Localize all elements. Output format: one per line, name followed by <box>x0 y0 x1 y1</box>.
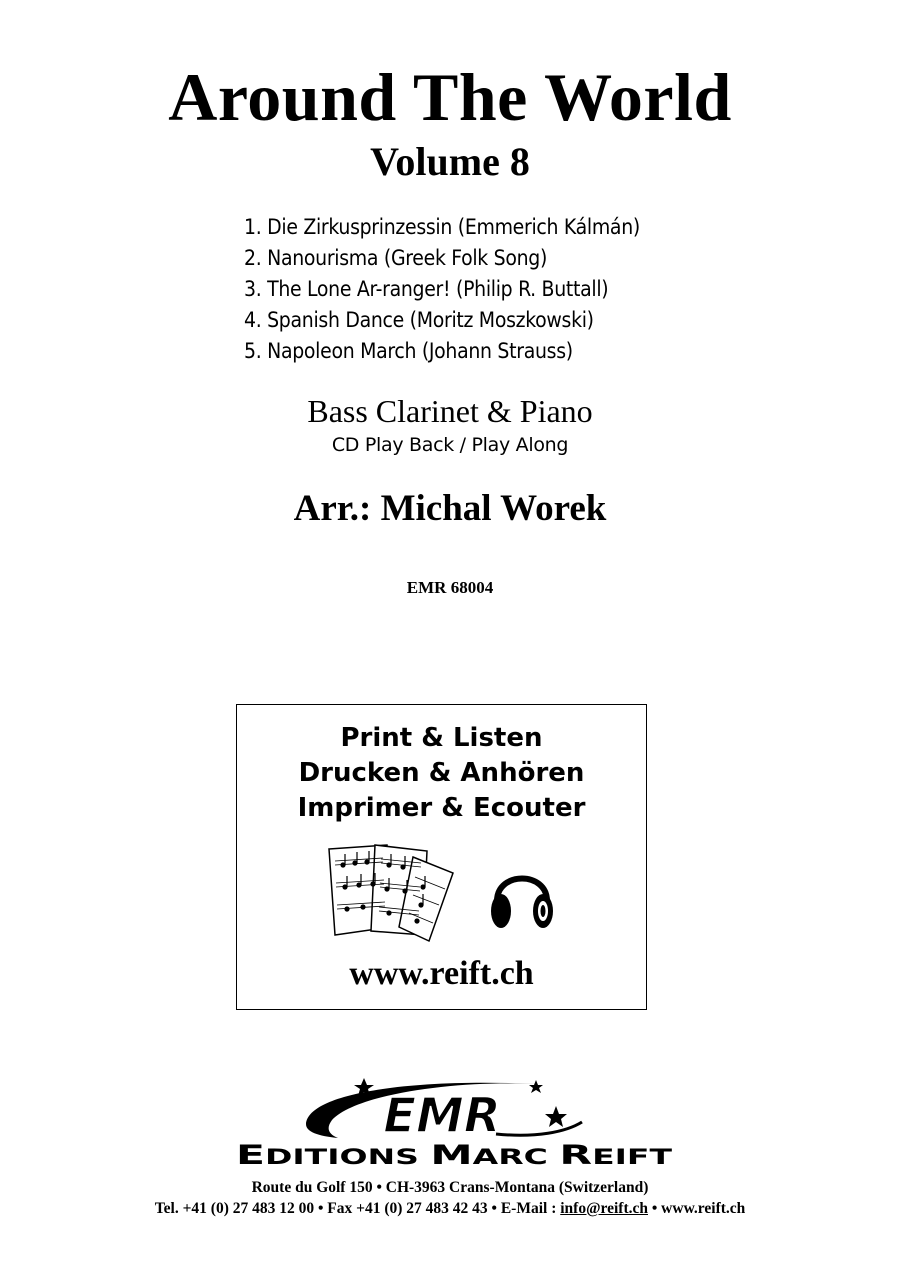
sheet-music-icon <box>327 843 457 943</box>
cd-note: CD Play Back / Play Along <box>331 434 569 456</box>
arranger: Arr.: Michal Worek <box>293 488 607 529</box>
email-link[interactable]: info@reift.ch <box>560 1200 648 1217</box>
headphones-icon <box>487 857 557 937</box>
piece-item: 3. The Lone Ar-ranger! (Philip R. Buttall) <box>244 277 609 301</box>
cover-title: Around The World <box>168 59 732 135</box>
instrumentation: Bass Clarinet & Piano <box>307 393 593 429</box>
box-line-english: Print & Listen <box>340 723 543 753</box>
catalog-code: EMR 68004 <box>406 578 494 597</box>
logo-word: ARC <box>472 1145 528 1169</box>
logo-wordmark <box>236 1140 673 1171</box>
contact-suffix[interactable]: • www.reift.ch <box>648 1200 746 1217</box>
contact-prefix: Tel. +41 (0) 27 483 12 00 • Fax +41 (0) 27 483 42 43 • E-Mail : <box>154 1200 561 1217</box>
logo-initial: E <box>236 1140 255 1171</box>
volume-subtitle: Volume 8 <box>370 139 530 184</box>
website-url[interactable]: www.reift.ch <box>349 955 534 992</box>
logo-mark: EMR <box>383 1088 501 1144</box>
print-listen-box <box>236 704 647 1010</box>
logo-word: DITIONS <box>265 1145 371 1169</box>
logo-initial: M <box>430 1140 458 1171</box>
box-line-french: Imprimer & Ecouter <box>297 793 586 823</box>
piece-list <box>244 212 640 367</box>
publisher-contact <box>0 1200 900 1218</box>
publisher-address: Route du Golf 150 • CH-3963 Crans-Montana (Switzerland) <box>251 1179 649 1196</box>
piece-item: 5. Napoleon March (Johann Strauss) <box>244 339 573 363</box>
logo-word: EIFT <box>592 1145 643 1169</box>
piece-item: 1. Die Zirkusprinzessin (Emmerich Kálmán) <box>244 215 640 239</box>
piece-item: 2. Nanourisma (Greek Folk Song) <box>244 246 548 270</box>
box-line-german: Drucken & Anhören <box>298 758 585 788</box>
logo-initial: R <box>559 1140 581 1171</box>
emr-logo <box>236 1072 676 1172</box>
piece-item: 4. Spanish Dance (Moritz Moszkowski) <box>244 308 594 332</box>
